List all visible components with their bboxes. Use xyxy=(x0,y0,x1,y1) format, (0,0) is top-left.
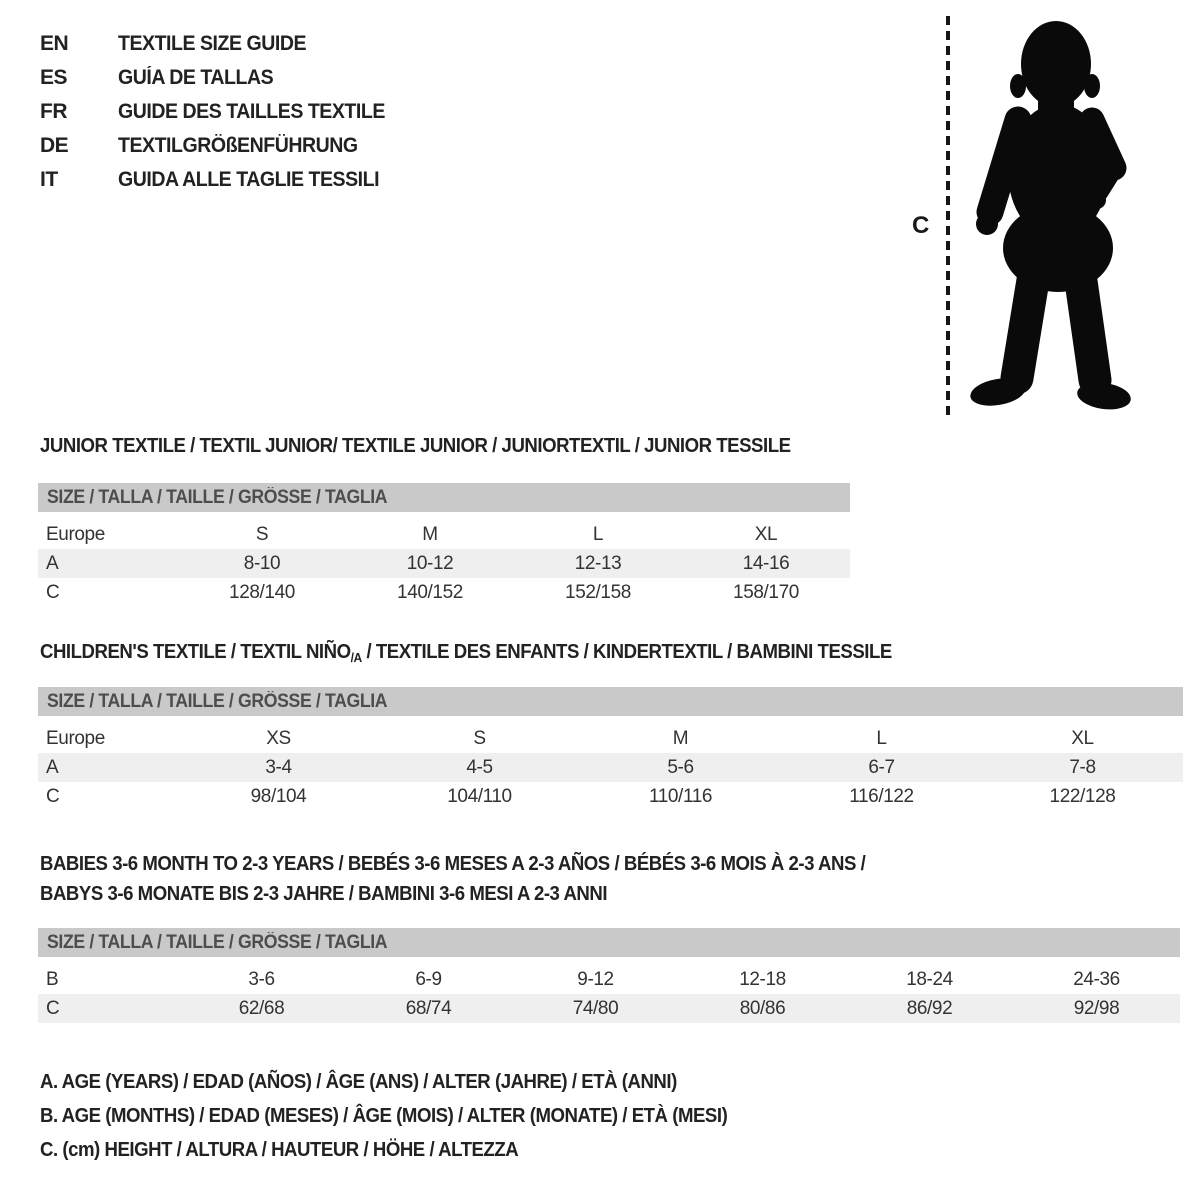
table-cell: 6-7 xyxy=(868,756,895,778)
table-cell: 3-6 xyxy=(248,968,275,990)
size-header-bar xyxy=(38,687,1183,716)
table-cell: 8-10 xyxy=(243,552,281,574)
table-cell: L xyxy=(592,523,604,545)
table-cell: 6-9 xyxy=(415,968,442,990)
children-title-before: CHILDREN'S TEXTILE / TEXTIL NIÑO xyxy=(40,641,351,663)
table-cell: 9-12 xyxy=(577,968,614,990)
table-cell: 18-24 xyxy=(906,968,953,990)
junior-size-table xyxy=(38,483,850,607)
language-title: TEXTILGRÖßENFÜHRUNG xyxy=(118,134,358,157)
table-row-europe xyxy=(38,724,1183,753)
babies-section-title-line2 xyxy=(40,883,650,906)
table-cell: 104/110 xyxy=(447,785,512,807)
table-cell: 152/158 xyxy=(565,581,631,603)
language-row xyxy=(40,61,405,95)
height-measure-label: C xyxy=(912,212,930,239)
table-cell: XL xyxy=(1071,727,1094,749)
table-row-height xyxy=(38,578,850,607)
language-row xyxy=(40,27,405,61)
junior-section-title-text: JUNIOR TEXTILE / TEXTIL JUNIOR/ TEXTILE JUNIOR / JUNIORTEXTIL / JUNIOR TESSILE xyxy=(40,435,791,457)
table-cell: 4-5 xyxy=(466,756,493,778)
legend-line-age-months-text: B. AGE (MONTHS) / EDAD (MESES) / ÂGE (MOIS) / ALTER (MONATE) / ETÀ (MESI) xyxy=(40,1105,728,1127)
babies-section-title-line1 xyxy=(40,853,927,876)
babies-section-title-line2-text: BABYS 3-6 MONATE BIS 2-3 JAHRE / BAMBINI 3-6 MESI A 2-3 ANNI xyxy=(40,883,608,905)
table-cell: 68/74 xyxy=(405,997,452,1019)
row-label: C xyxy=(46,785,60,807)
language-code: ES xyxy=(40,66,68,89)
language-code: FR xyxy=(40,100,67,123)
table-cell: 10-12 xyxy=(406,552,454,574)
table-row-europe xyxy=(38,520,850,549)
table-row-months xyxy=(38,965,1180,994)
language-title: GUIDE DES TAILLES TEXTILE xyxy=(118,100,385,123)
table-cell: 122/128 xyxy=(1049,785,1116,807)
table-cell: M xyxy=(422,523,438,545)
row-label: A xyxy=(46,552,59,574)
size-header-text: SIZE / TALLA / TAILLE / GRÖSSE / TAGLIA xyxy=(47,486,388,508)
row-label: Europe xyxy=(46,523,105,545)
table-cell: 98/104 xyxy=(250,785,307,807)
size-header-bar xyxy=(38,483,850,512)
language-title: GUIDA ALLE TAGLIE TESSILI xyxy=(118,168,380,191)
table-cell: 140/152 xyxy=(397,581,463,603)
size-header-text: SIZE / TALLA / TAILLE / GRÖSSE / TAGLIA xyxy=(47,931,388,953)
legend-line-height-text: C. (cm) HEIGHT / ALTURA / HAUTEUR / HÖHE / ALTEZZA xyxy=(40,1139,519,1161)
table-row-height xyxy=(38,782,1183,811)
table-cell: 5-6 xyxy=(667,756,694,778)
row-label: B xyxy=(46,968,59,990)
table-cell: 12-18 xyxy=(739,968,786,990)
babies-section-title-line1-text: BABIES 3-6 MONTH TO 2-3 YEARS / BEBÉS 3-6 MESES A 2-3 AÑOS / BÉBÉS 3-6 MOIS À 2-3 ANS / xyxy=(40,853,866,875)
language-row xyxy=(40,95,405,129)
children-section-title-text xyxy=(40,641,892,664)
children-section-title xyxy=(40,641,956,664)
row-label: Europe xyxy=(46,727,105,749)
table-row-height xyxy=(38,994,1180,1023)
table-cell: S xyxy=(255,523,269,545)
table-cell: 3-4 xyxy=(265,756,292,778)
legend-line-age-years xyxy=(40,1071,725,1094)
legend-line-height xyxy=(40,1139,554,1162)
table-cell: L xyxy=(876,727,887,749)
table-cell: 158/170 xyxy=(733,581,799,603)
table-cell: 116/122 xyxy=(849,785,914,807)
row-label: C xyxy=(46,997,60,1019)
table-cell: 128/140 xyxy=(229,581,295,603)
height-measure-dashed-line xyxy=(946,16,950,418)
children-title-after: / TEXTILE DES ENFANTS / KINDERTEXTIL / BAMBINI TESSILE xyxy=(361,641,892,663)
legend-line-age-years-text: A. AGE (YEARS) / EDAD (AÑOS) / ÂGE (ANS) / ALTER (JAHRE) / ETÀ (ANNI) xyxy=(40,1071,677,1093)
table-row-age xyxy=(38,549,850,578)
table-cell: XL xyxy=(754,523,778,545)
table-row-age xyxy=(38,753,1183,782)
children-size-table xyxy=(38,687,1183,811)
toddler-silhouette-icon xyxy=(968,16,1134,418)
table-cell: XS xyxy=(266,727,291,749)
row-label: A xyxy=(46,756,59,778)
table-cell: 80/86 xyxy=(739,997,786,1019)
table-cell: 110/116 xyxy=(648,785,713,807)
table-cell: 92/98 xyxy=(1073,997,1120,1019)
table-cell: 24-36 xyxy=(1073,968,1120,990)
language-row xyxy=(40,129,405,163)
language-code: IT xyxy=(40,168,58,191)
table-cell: 86/92 xyxy=(906,997,953,1019)
babies-size-table xyxy=(38,928,1180,1023)
table-cell: S xyxy=(473,727,486,749)
table-cell: 62/68 xyxy=(238,997,285,1019)
language-code: DE xyxy=(40,134,69,157)
row-label: C xyxy=(46,581,60,603)
table-cell: 7-8 xyxy=(1069,756,1096,778)
table-cell: M xyxy=(672,727,689,749)
table-cell: 74/80 xyxy=(572,997,619,1019)
language-title: GUÍA DE TALLAS xyxy=(118,66,274,89)
table-cell: 12-13 xyxy=(574,552,622,574)
language-row xyxy=(40,163,405,197)
table-cell: 14-16 xyxy=(742,552,790,574)
language-title-list xyxy=(40,27,405,197)
size-header-bar xyxy=(38,928,1180,957)
language-code: EN xyxy=(40,32,69,55)
language-title: TEXTILE SIZE GUIDE xyxy=(118,32,307,55)
children-title-subscript: /A xyxy=(350,650,362,665)
junior-section-title xyxy=(40,435,847,458)
legend-line-age-months xyxy=(40,1105,779,1128)
size-header-text: SIZE / TALLA / TAILLE / GRÖSSE / TAGLIA xyxy=(47,690,388,712)
